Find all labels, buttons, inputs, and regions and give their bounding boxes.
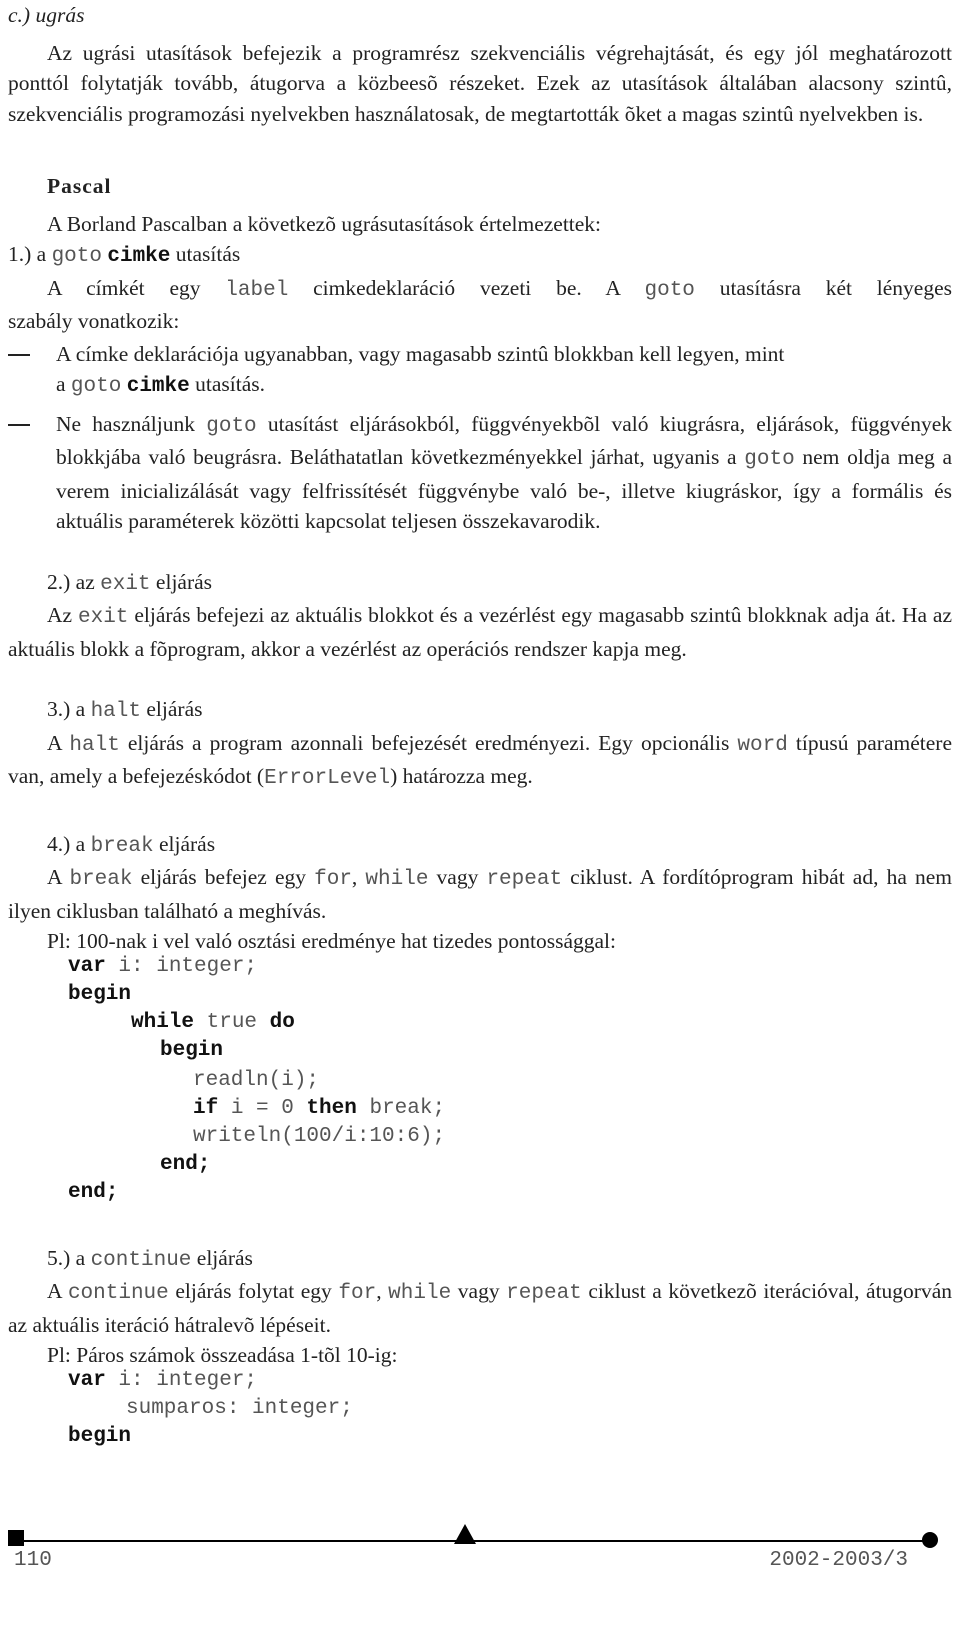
goto-rule-1-keyword: goto	[70, 375, 122, 398]
code-text: true	[194, 1010, 270, 1034]
code-line	[8, 1151, 952, 1179]
code-text: break;	[356, 1096, 446, 1120]
triangle-marker-icon	[454, 1524, 476, 1544]
goto-rule-2	[8, 409, 952, 537]
goto-rule-1-prefix: a	[56, 372, 71, 396]
code-line	[8, 1123, 952, 1151]
word-keyword: word	[737, 733, 788, 757]
halt-desc-keyword: halt	[69, 733, 120, 757]
repeat-keyword: repeat	[506, 1282, 582, 1305]
goto-keyword: goto	[51, 245, 102, 268]
code-line	[8, 1095, 952, 1123]
halt-keyword: halt	[90, 700, 141, 723]
goto-rule-2-text: utasítást eljárásokból, függvényekbõl való kiugrásra, eljárások, függvények blokkjába való beugrásra. Beláthatatlan következményekkel járhat, ugyanis a	[56, 411, 952, 469]
pascal-heading: Pascal	[47, 174, 112, 198]
goto-title	[8, 239, 952, 273]
continue-desc	[8, 1276, 952, 1340]
break-desc-keyword: break	[69, 868, 133, 891]
intro-paragraph: Az ugrási utasítások befejezik a programrész szekvenciális végrehajtását, és egy jól meghatározott ponttól folytatják tovább, átugorva a közbeesõ részeket. Ezek az utasítások általában alacsony szintû, szekvenciális programozási nyelvekben használatosak, de megtartották õket a magas szintû nyelvekben is.	[8, 40, 952, 126]
break-desc-suffix: ciklust. A fordítóprogram hibát ad, ha nem ilyen ciklusban található a meghívás.	[8, 865, 952, 923]
exit-desc-text: eljárás befejezi az aktuális blokkot és a vezérlést egy magasabb szintû blokknak adja át. Ha az aktuális blokk a fõprogram, akkor a vezérlést az operációs rendszer kapja meg.	[8, 603, 952, 661]
code-keyword: begin	[68, 982, 132, 1006]
halt-desc-suffix: ) határozza meg.	[390, 764, 533, 788]
code-keyword: begin	[68, 1424, 132, 1448]
continue-title	[8, 1243, 952, 1277]
goto-desc-a: A címkét egy	[47, 275, 226, 300]
goto-desc-b: cimkedeklaráció vezeti be. A	[288, 275, 645, 300]
issue-number: 2002-2003/3	[769, 1549, 908, 1572]
code-text: i: integer;	[105, 954, 258, 978]
halt-title	[8, 694, 952, 728]
code-text: i = 0	[218, 1096, 307, 1120]
goto-title-prefix: 1.) a	[8, 242, 52, 266]
continue-desc-comma: ,	[376, 1279, 389, 1303]
goto-keyword-2: goto	[644, 278, 695, 302]
for-keyword: for	[314, 868, 352, 891]
goto-rule-2-suffix: nem oldja meg a verem inicializálását vagy felfrissítését függvénybe való be-, illetve kiugráskor, így a formális és aktuális paraméterek közötti kapcsolat teljesen összekavarodik.	[56, 445, 952, 533]
goto-rule-2-keyword-2: goto	[744, 448, 795, 471]
goto-desc-c: utasításra két lényeges	[694, 275, 952, 300]
code-keyword: begin	[160, 1038, 224, 1062]
code-line	[8, 981, 952, 1009]
halt-desc-text: eljárás a program azonnali befejezését eredményezi. Egy opcionális	[119, 730, 738, 755]
goto-desc-line1	[8, 273, 952, 307]
repeat-keyword: repeat	[486, 868, 563, 891]
page-footer	[0, 1536, 960, 1586]
code-keyword: end;	[68, 1180, 119, 1204]
break-title-prefix: 4.) a	[47, 831, 91, 856]
break-title-suffix: eljárás	[153, 831, 216, 856]
continue-desc-text: eljárás folytat egy	[168, 1279, 339, 1303]
halt-desc-prefix: A	[47, 730, 70, 755]
continue-desc-keyword: continue	[67, 1282, 169, 1305]
halt-desc	[8, 728, 952, 795]
continue-desc-prefix: A	[47, 1279, 68, 1303]
continue-example-title: Pl: Páros számok összeadása 1-tõl 10-ig:	[47, 1343, 398, 1367]
break-title	[8, 829, 952, 863]
code-line	[8, 1179, 952, 1207]
break-desc-text: eljárás befejez egy	[132, 865, 315, 889]
while-keyword: while	[388, 1282, 452, 1305]
break-desc-prefix: A	[47, 865, 70, 889]
exit-desc	[8, 600, 952, 664]
borland-line: A Borland Pascalban a következõ ugrásutasítások értelmezettek:	[47, 211, 602, 236]
goto-rule-1-arg: cimke	[126, 375, 190, 398]
code-line	[8, 1009, 952, 1037]
code-text: readln(i);	[193, 1068, 320, 1092]
while-keyword: while	[365, 868, 429, 891]
code-text: i: integer;	[105, 1368, 258, 1392]
halt-title-prefix: 3.) a	[47, 697, 91, 721]
break-example-title: Pl: 100-nak i vel való osztási eredménye hat tizedes pontossággal:	[47, 929, 617, 953]
code-line	[8, 1037, 952, 1065]
code-text: writeln(100/i:10:6);	[193, 1124, 446, 1148]
exit-title-suffix: eljárás	[150, 569, 213, 594]
code-line	[8, 1367, 952, 1395]
label-keyword: label	[225, 278, 289, 302]
continue-desc-or: vagy	[451, 1279, 507, 1303]
square-marker-icon	[8, 1530, 24, 1546]
code-keyword: var	[68, 1368, 106, 1392]
goto-rule-1-suffix: utasítás.	[189, 372, 265, 396]
halt-title-suffix: eljárás	[141, 697, 203, 721]
page-number: 110	[14, 1549, 52, 1572]
break-keyword: break	[90, 834, 154, 858]
code-text: sumparos: integer;	[126, 1396, 353, 1420]
exit-keyword: exit	[100, 572, 151, 596]
halt-desc-text-2: típusú paramétere van, amely a befejezéskódot (	[8, 730, 952, 788]
goto-rule-2-keyword: goto	[206, 414, 257, 438]
continue-title-suffix: eljárás	[191, 1245, 253, 1270]
code-line	[8, 1067, 952, 1095]
code-line	[8, 1395, 952, 1423]
code-keyword: var	[68, 954, 106, 978]
exit-title-prefix: 2.) az	[47, 569, 101, 594]
break-code-block	[8, 953, 952, 1207]
goto-desc-line2: szabály vonatkozik:	[8, 309, 180, 333]
continue-code-block	[8, 1367, 952, 1451]
break-desc-or: vagy	[428, 865, 487, 889]
for-keyword: for	[338, 1282, 377, 1305]
section-title: c.) ugrás	[8, 3, 85, 27]
goto-rule-2-prefix: Ne használjunk	[56, 411, 207, 436]
goto-arg: cimke	[107, 245, 171, 268]
code-line	[8, 953, 952, 981]
continue-desc-suffix: ciklust a következõ iterációval, átugorván az aktuális iteráció hátralevõ lépéseit.	[8, 1279, 953, 1337]
goto-rule-1-text: A címke deklarációja ugyanabban, vagy magasabb szintû blokkban kell legyen, mint	[56, 341, 785, 366]
goto-rule-1	[8, 339, 952, 403]
exit-desc-prefix: Az	[47, 603, 78, 627]
circle-marker-icon	[922, 1532, 938, 1548]
exit-title	[8, 567, 952, 601]
code-keyword: then	[306, 1096, 357, 1120]
code-keyword: do	[269, 1010, 295, 1034]
exit-desc-keyword: exit	[78, 606, 129, 629]
goto-title-suffix: utasítás	[170, 242, 241, 266]
code-line	[8, 1423, 952, 1451]
code-keyword: end;	[160, 1152, 211, 1176]
continue-title-prefix: 5.) a	[47, 1245, 91, 1270]
continue-keyword: continue	[90, 1248, 192, 1272]
code-keyword: while	[131, 1010, 195, 1034]
document-page	[8, 0, 952, 1451]
break-desc	[8, 862, 952, 926]
code-keyword: if	[193, 1096, 219, 1120]
break-desc-comma: ,	[351, 865, 366, 889]
errorlevel-keyword: ErrorLevel	[264, 767, 391, 790]
